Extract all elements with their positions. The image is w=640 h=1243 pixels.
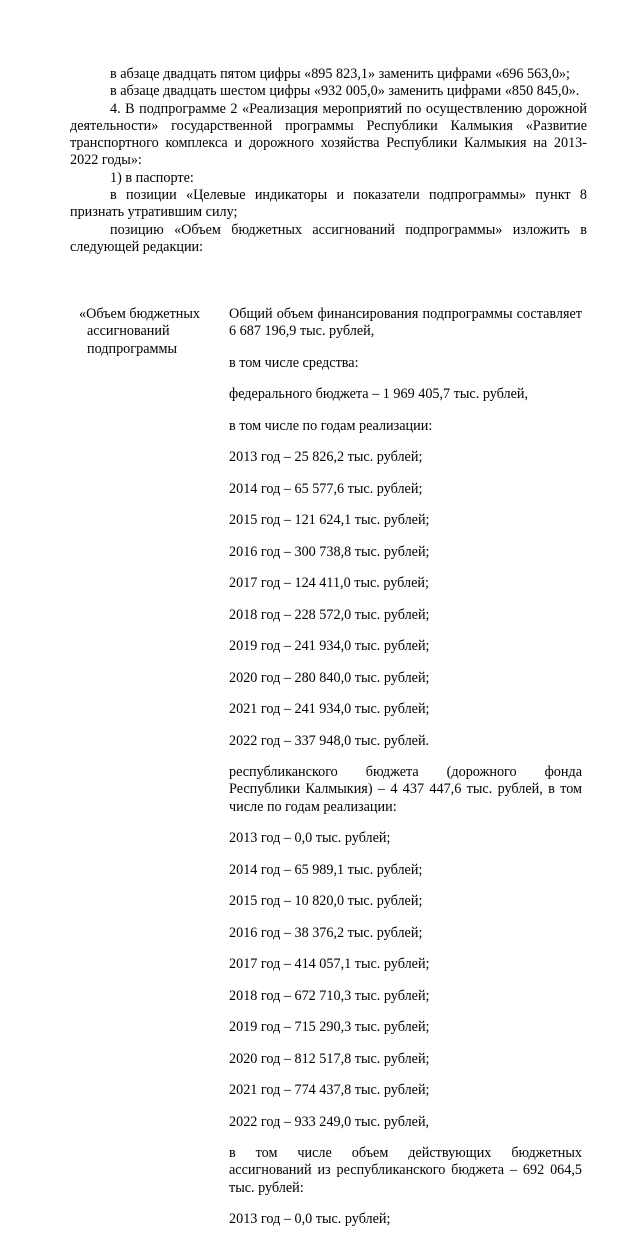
republican-year-2017: 2017 год – 414 057,1 тыс. рублей; — [229, 956, 430, 973]
paragraph-26-amend: в абзаце двадцать шестом цифры «932 005,0» заменить цифрами «850 845,0». — [110, 83, 580, 100]
republican-year-2021: 2021 год – 774 437,8 тыс. рублей; — [229, 1082, 430, 1099]
republican-year-2020: 2020 год – 812 517,8 тыс. рублей; — [229, 1050, 430, 1067]
federal-year-2020: 2020 год – 280 840,0 тыс. рублей; — [229, 669, 430, 686]
including-funds: в том числе средства: — [229, 354, 359, 371]
acting-year-2013: 2013 год – 0,0 тыс. рублей; — [229, 1211, 391, 1228]
republican-year-2018: 2018 год – 672 710,3 тыс. рублей; — [229, 987, 430, 1004]
republican-year-2022: 2022 год – 933 249,0 тыс. рублей, — [229, 1113, 430, 1130]
republican-year-2016: 2016 год – 38 376,2 тыс. рублей; — [229, 924, 423, 941]
federal-year-2018: 2018 год – 228 572,0 тыс. рублей; — [229, 606, 430, 623]
acting-years-list — [229, 1211, 582, 1228]
federal-year-2022: 2022 год – 337 948,0 тыс. рублей. — [229, 732, 430, 749]
budget-label-cell — [79, 306, 219, 358]
federal-by-years-heading: в том числе по годам реализации: — [229, 417, 433, 434]
federal-budget-total: федерального бюджета – 1 969 405,7 тыс. рублей, — [229, 386, 529, 403]
republican-years-list — [229, 830, 582, 1131]
republican-year-2013: 2013 год – 0,0 тыс. рублей; — [229, 830, 391, 847]
federal-year-2015: 2015 год – 121 624,1 тыс. рублей; — [229, 512, 430, 529]
passport-item: 1) в паспорте: — [110, 169, 194, 186]
label-line-3: подпрограммы — [87, 340, 177, 357]
republican-budget-total: республиканского бюджета (дорожного фонда Республики Калмыкия) – 4 437 447,6 тыс. рублей, в том числе по годам реализации: — [229, 764, 582, 815]
label-line-2: ассигнований — [87, 323, 170, 340]
republican-year-2014: 2014 год – 65 989,1 тыс. рублей; — [229, 861, 423, 878]
label-line-1: «Объем бюджетных — [79, 306, 201, 322]
paragraph-25-amend: в абзаце двадцать пятом цифры «895 823,1» заменить цифрами «696 563,0»; — [110, 66, 570, 82]
federal-year-2014: 2014 год – 65 577,6 тыс. рублей; — [229, 480, 423, 497]
total-funding: Общий объем финансирования подпрограммы составляет 6 687 196,9 тыс. рублей, — [229, 306, 582, 340]
indicators-item: в позиции «Целевые индикаторы и показатели подпрограммы» пункт 8 признать утратившим силу; — [70, 187, 587, 221]
republican-year-2015: 2015 год – 10 820,0 тыс. рублей; — [229, 893, 423, 910]
acting-allocations-total: в том числе объем действующих бюджетных ассигнований из республиканского бюджета – 692 064,5 тыс. рублей: — [229, 1145, 582, 1196]
federal-year-2016: 2016 год – 300 738,8 тыс. рублей; — [229, 543, 430, 560]
amendment-text — [70, 66, 587, 256]
federal-year-2021: 2021 год – 241 934,0 тыс. рублей; — [229, 701, 430, 718]
republican-year-2019: 2019 год – 715 290,3 тыс. рублей; — [229, 1019, 430, 1036]
federal-years-list — [229, 449, 582, 750]
budget-value-cell — [229, 306, 582, 1243]
budget-position-item: позицию «Объем бюджетных ассигнований подпрограммы» изложить в следующей редакции: — [70, 221, 587, 255]
federal-year-2019: 2019 год – 241 934,0 тыс. рублей; — [229, 638, 430, 655]
subprogram-2-heading: 4. В подпрограмме 2 «Реализация мероприятий по осуществлению дорожной деятельности» государственной программы Республики Калмыкия «Развитие транспортного комплекса и дорожного хозяйства Республики Калмыкия на 2013-2022 годы»: — [70, 100, 587, 169]
federal-year-2013: 2013 год – 25 826,2 тыс. рублей; — [229, 449, 423, 466]
federal-year-2017: 2017 год – 124 411,0 тыс. рублей; — [229, 575, 429, 592]
